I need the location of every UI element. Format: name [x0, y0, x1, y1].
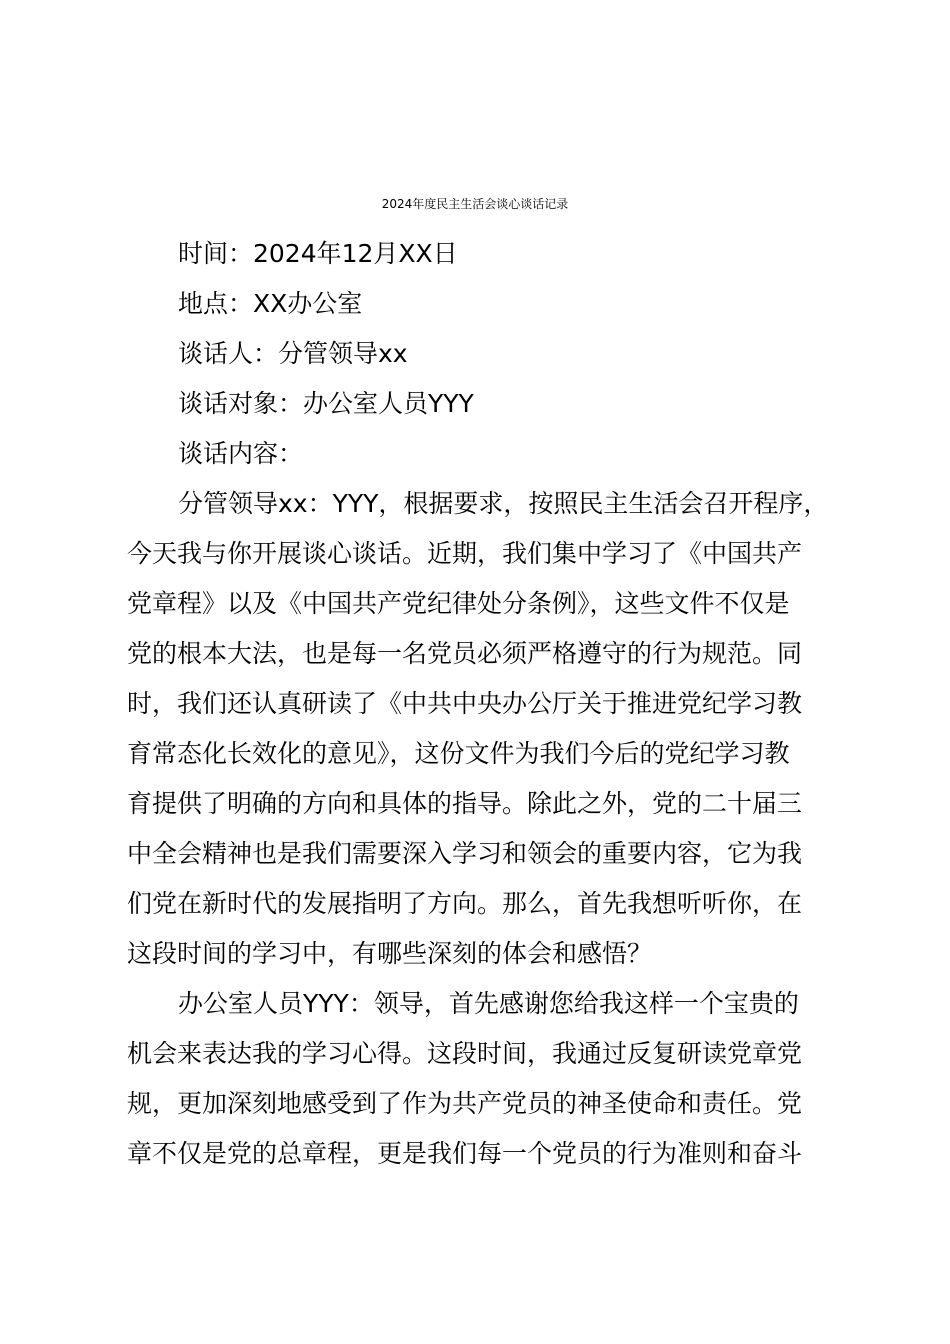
document-title: 2024年度民主生活会谈心谈话记录: [381, 197, 569, 211]
paragraph-1-line: 分管领导xx：YYY，根据要求，按照民主生活会召开程序，: [178, 489, 829, 518]
meta-interviewer: 谈话人：分管领导xx: [178, 339, 408, 368]
paragraph-1-line: 时，我们还认真研读了《中共中央办公厅关于推进党纪学习教: [127, 689, 803, 718]
paragraph-1-line: 今天我与你开展谈心谈话。近期，我们集中学习了《中国共产: [127, 539, 803, 568]
paragraph-2-line: 章不仅是党的总章程，更是我们每一个党员的行为准则和奋斗: [127, 1139, 803, 1168]
paragraph-1-line: 们党在新时代的发展指明了方向。那么，首先我想听听你，在: [127, 889, 803, 918]
meta-content-label: 谈话内容：: [178, 439, 304, 468]
paragraph-1-line: 育提供了明确的方向和具体的指导。除此之外，党的二十届三: [127, 789, 803, 818]
paragraph-1-line: 这段时间的学习中，有哪些深刻的体会和感悟？: [127, 939, 653, 968]
meta-interviewee: 谈话对象：办公室人员YYY: [178, 389, 474, 418]
paragraph-1-line: 党章程》以及《中国共产党纪律处分条例》，这些文件不仅是: [127, 589, 790, 618]
paragraph-2-line: 机会来表达我的学习心得。这段时间，我通过反复研读党章党: [127, 1039, 803, 1068]
paragraph-1-line: 党的根本大法，也是每一名党员必须严格遵守的行为规范。同: [127, 639, 803, 668]
paragraph-2-line: 办公室人员YYY：领导，首先感谢您给我这样一个宝贵的: [178, 989, 799, 1018]
meta-location: 地点：XX办公室: [178, 289, 363, 318]
paragraph-1-line: 育常态化长效化的意见》，这份文件为我们今后的党纪学习教: [127, 739, 790, 768]
paragraph-1-line: 中全会精神也是我们需要深入学习和领会的重要内容，它为我: [127, 839, 803, 868]
meta-time: 时间：2024年12月XX日: [178, 239, 458, 268]
paragraph-2-line: 规，更加深刻地感受到了作为共产党员的神圣使命和责任。党: [127, 1089, 803, 1118]
